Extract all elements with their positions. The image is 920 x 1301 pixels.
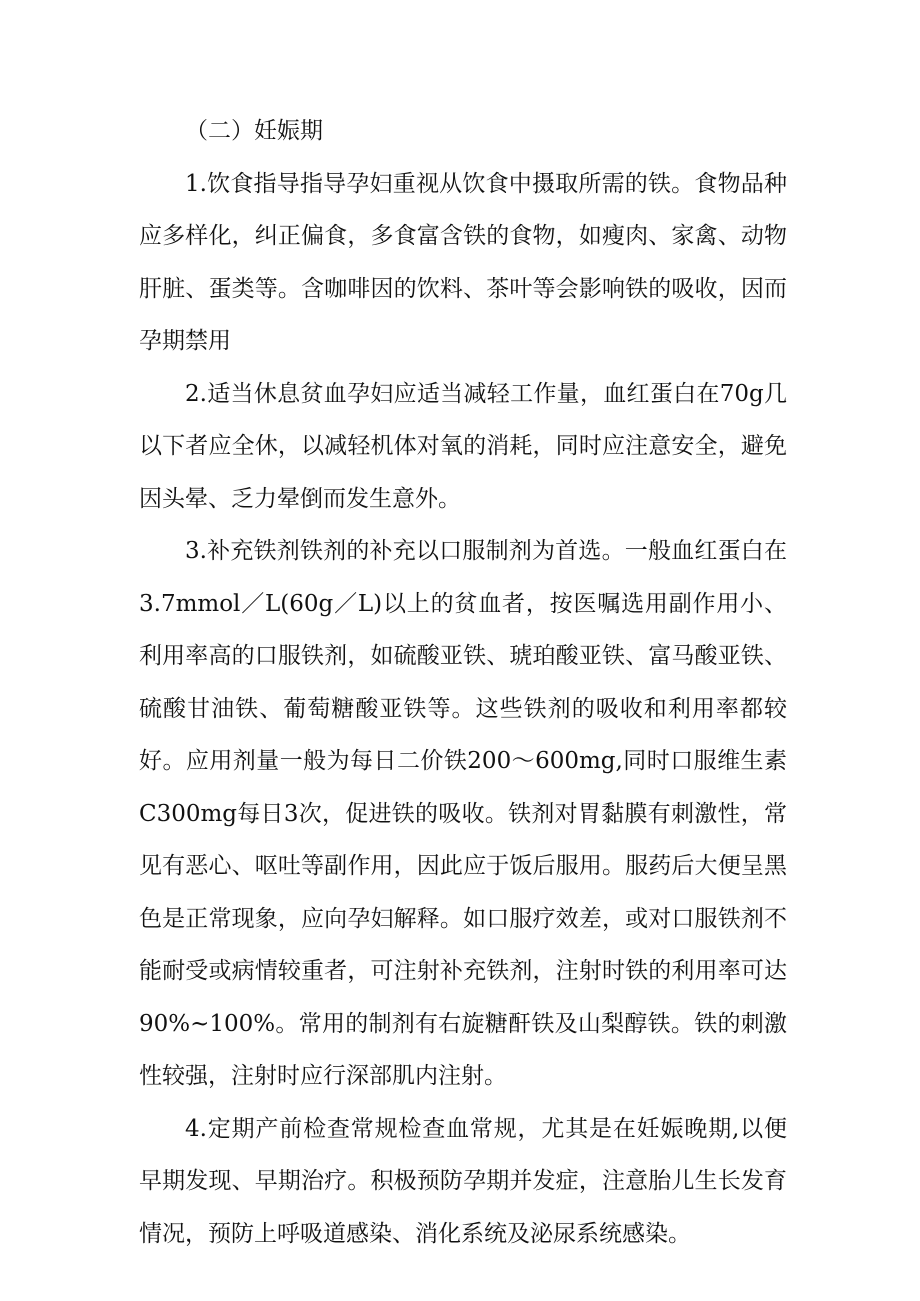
paragraph-rest: 2.适当休息贫血孕妇应适当减轻工作量，血红蛋白在70g几以下者应全休，以减轻机体对氧的消耗，同时应注意安全，避免因头晕、乏力晕倒而发生意外。 <box>139 380 787 512</box>
document-body <box>139 105 787 1260</box>
paragraph-prenatal-check: 4.定期产前检查常规检查血常规，尤其是在妊娠晚期,以便早期发现、早期治疗。积极预防孕期并发症，注意胎儿生长发育情况，预防上呼吸道感染、消化系统及泌尿系统感染。 <box>139 1115 787 1247</box>
paragraph-iron-supplement: 3.补充铁剂铁剂的补充以口服制剂为首选。一般血红蛋白在3.7mmol／L(60g／L)以上的贫血者，按医嘱选用副作用小、利用率高的口服铁剂，如硫酸亚铁、琥珀酸亚铁、富马酸亚铁、硫酸甘油铁、葡萄糖酸亚铁等。这些铁剂的吸收和利用率都较好。应用剂量一般为每日二价铁200～600mg,同时口服维生素C300mg每日3次，促进铁的吸收。铁剂对胃黏膜有刺激性，常见有恶心、呕吐等副作用，因此应于饭后服用。服药后大便呈黑色是正常现象，应向孕妇解释。如口服疗效差，或对口服铁剂不能耐受或病情较重者，可注射补充铁剂，注射时铁的利用率可达90%~100%。常用的制剂有右旋糖酐铁及山梨醇铁。铁的刺激性较强，注射时应行深部肌内注射。 <box>139 538 787 1089</box>
paragraph-diet-guidance: 1.饮食指导指导孕妇重视从饮食中摄取所需的铁。食物品种应多样化，纠正偏食，多食富含铁的食物，如瘦肉、家禽、动物肝脏、蛋类等。含咖啡因的饮料、茶叶等会影响铁的吸收，因而孕期禁用 <box>139 170 787 354</box>
section-heading: （二）妊娠期 <box>185 118 323 144</box>
